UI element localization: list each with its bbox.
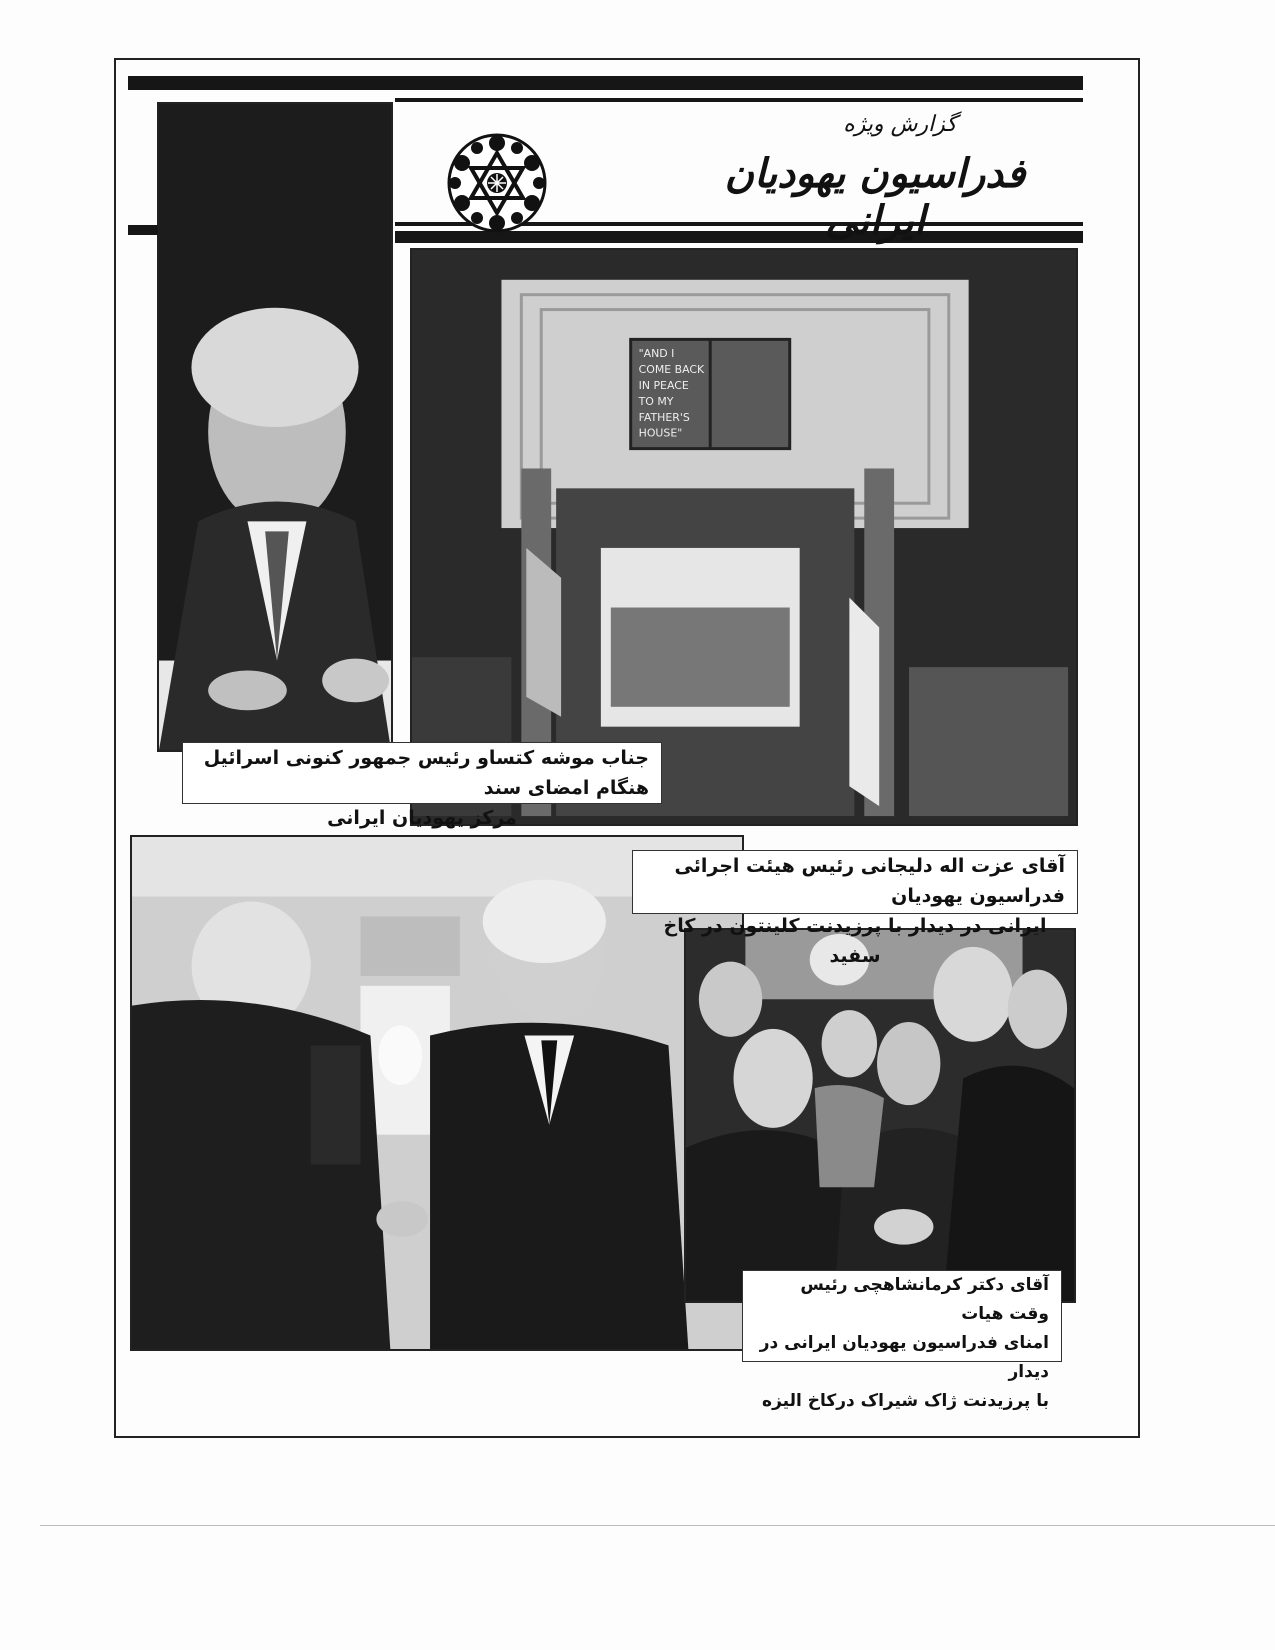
report-kicker: گزارش ویژه — [843, 112, 957, 137]
plaque-line-3: IN PEACE — [638, 379, 689, 393]
portrait-caption-line-2: مرکز یهودیان ایرانی — [327, 807, 517, 829]
federation-title: فدراسیون یهودیان ایرانی — [724, 150, 1026, 244]
whitehouse-caption — [632, 850, 1078, 967]
elysee-caption — [742, 1270, 1062, 1411]
elysee-caption-line-1: آقای دکتر کرمانشاهچی رئیس وقت هیات — [800, 1275, 1049, 1324]
plaque-line-1: "AND I — [638, 347, 675, 361]
page-edge-line — [40, 1525, 1275, 1526]
portrait-caption-line-1: جناب موشه کتساو رئیس جمهور کنونی اسرائیل هنگام امضای سند — [203, 747, 649, 799]
portrait-side-rule — [128, 225, 158, 235]
elysee-caption-line-3: با پرزیدنت ژاک شیراک درکاخ الیزه — [762, 1391, 1049, 1411]
portrait-caption — [182, 742, 662, 829]
plaque-line-5: FATHER'S — [638, 410, 690, 424]
plaque-line-2: COME BACK — [638, 363, 705, 377]
portrait-photo — [157, 102, 393, 752]
whitehouse-caption-line-1: آقای عزت اله دلیجانی رئیس هیئت اجرائی فدراسیون یهودیان — [674, 855, 1065, 907]
top-rule — [128, 76, 1083, 90]
plaque-line-4: TO MY — [638, 394, 674, 408]
elysee-photo — [684, 928, 1076, 1303]
elysee-caption-line-2: امنای فدراسیون یهودیان ایرانی در دیدار — [759, 1333, 1049, 1382]
header-rule-top — [395, 98, 1083, 102]
star-of-david-emblem-icon — [447, 133, 547, 233]
plaque-line-6: HOUSE" — [638, 426, 683, 440]
synagogue-photo — [410, 248, 1078, 826]
whitehouse-caption-line-2: ایرانی در دیدار با پرزیدنت کلینتون در کاخ سفید — [663, 915, 1047, 967]
